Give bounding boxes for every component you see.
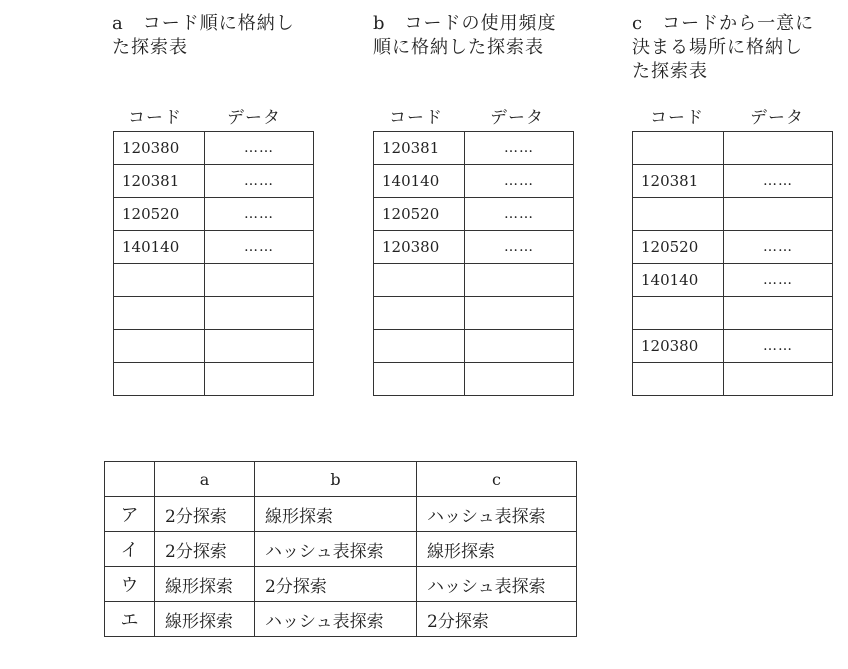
table-row [374, 297, 574, 330]
table-row [633, 231, 833, 264]
code-cell [114, 264, 205, 297]
data-cell [724, 363, 833, 396]
table-row [114, 231, 314, 264]
data-cell: …… [205, 132, 314, 165]
code-cell: 120520 [114, 198, 205, 231]
code-cell: 120520 [633, 231, 724, 264]
table-row [374, 198, 574, 231]
choice-a: 線形探索 [155, 602, 255, 637]
data-cell: …… [205, 165, 314, 198]
table-row [633, 132, 833, 165]
table-row [114, 165, 314, 198]
table-row [114, 132, 314, 165]
answer-row [105, 602, 577, 637]
data-cell [724, 198, 833, 231]
data-cell [465, 264, 574, 297]
data-cell: …… [724, 165, 833, 198]
data-cell: …… [724, 264, 833, 297]
code-cell [633, 297, 724, 330]
data-cell [205, 297, 314, 330]
data-cell: …… [205, 231, 314, 264]
choice-c: 2分探索 [417, 602, 577, 637]
data-cell [205, 363, 314, 396]
table-row [114, 330, 314, 363]
code-cell: 120520 [374, 198, 465, 231]
code-cell: 120380 [374, 231, 465, 264]
code-cell: 140140 [374, 165, 465, 198]
search-table-a [113, 131, 314, 396]
search-table-c [632, 131, 833, 396]
choice-b: ハッシュ表探索 [255, 602, 417, 637]
data-cell [205, 330, 314, 363]
data-cell [205, 264, 314, 297]
data-cell: …… [724, 231, 833, 264]
code-cell: 140140 [633, 264, 724, 297]
caption-c: c コードから一意に 決まる場所に格納し た探索表 [632, 13, 815, 82]
data-cell [724, 132, 833, 165]
header-data-b: データ [490, 108, 544, 128]
code-cell: 120381 [633, 165, 724, 198]
choice-mark: エ [105, 602, 155, 637]
code-cell: 120381 [374, 132, 465, 165]
table-row [633, 297, 833, 330]
answer-row [105, 497, 577, 532]
caption-a: a コード順に格納し た探索表 [112, 13, 295, 58]
data-cell [724, 297, 833, 330]
table-row [633, 165, 833, 198]
choice-b: ハッシュ表探索 [255, 532, 417, 567]
table-row [374, 264, 574, 297]
table-row [633, 363, 833, 396]
choice-c: ハッシュ表探索 [417, 497, 577, 532]
table-row [633, 198, 833, 231]
table-row [374, 363, 574, 396]
answer-header-row [105, 462, 577, 497]
data-cell [465, 297, 574, 330]
search-table-b [373, 131, 574, 396]
choice-c: 線形探索 [417, 532, 577, 567]
answer-header-blank [105, 462, 155, 497]
code-cell: 120380 [114, 132, 205, 165]
answer-header-a: a [155, 462, 255, 497]
table-row [114, 363, 314, 396]
answer-row [105, 532, 577, 567]
answer-header-c: c [417, 462, 577, 497]
code-cell [633, 198, 724, 231]
choice-b: 線形探索 [255, 497, 417, 532]
answer-header-b: b [255, 462, 417, 497]
choice-mark: イ [105, 532, 155, 567]
header-code-c: コード [650, 108, 704, 128]
table-row [633, 264, 833, 297]
header-code-b: コード [389, 108, 443, 128]
choice-c: ハッシュ表探索 [417, 567, 577, 602]
data-cell: …… [724, 330, 833, 363]
choice-a: 線形探索 [155, 567, 255, 602]
code-cell: 140140 [114, 231, 205, 264]
code-cell [114, 330, 205, 363]
code-cell: 120380 [633, 330, 724, 363]
code-cell [633, 132, 724, 165]
header-data-a: データ [227, 108, 281, 128]
code-cell [114, 363, 205, 396]
answer-row [105, 567, 577, 602]
header-data-c: データ [750, 108, 804, 128]
answer-choices-table [104, 461, 577, 637]
data-cell: …… [465, 198, 574, 231]
data-cell: …… [465, 165, 574, 198]
table-row [374, 165, 574, 198]
data-cell: …… [205, 198, 314, 231]
choice-a: 2分探索 [155, 497, 255, 532]
table-row [633, 330, 833, 363]
code-cell [374, 363, 465, 396]
code-cell [633, 363, 724, 396]
table-row [374, 330, 574, 363]
code-cell [374, 297, 465, 330]
choice-mark: ア [105, 497, 155, 532]
table-row [114, 198, 314, 231]
data-cell [465, 363, 574, 396]
code-cell [114, 297, 205, 330]
table-row [374, 231, 574, 264]
table-row [374, 132, 574, 165]
choice-b: 2分探索 [255, 567, 417, 602]
choice-mark: ウ [105, 567, 155, 602]
caption-b: b コードの使用頻度 順に格納した探索表 [373, 13, 557, 58]
data-cell [465, 330, 574, 363]
data-cell: …… [465, 132, 574, 165]
table-row [114, 264, 314, 297]
code-cell [374, 330, 465, 363]
code-cell [374, 264, 465, 297]
choice-a: 2分探索 [155, 532, 255, 567]
table-row [114, 297, 314, 330]
data-cell: …… [465, 231, 574, 264]
header-code-a: コード [128, 108, 182, 128]
code-cell: 120381 [114, 165, 205, 198]
